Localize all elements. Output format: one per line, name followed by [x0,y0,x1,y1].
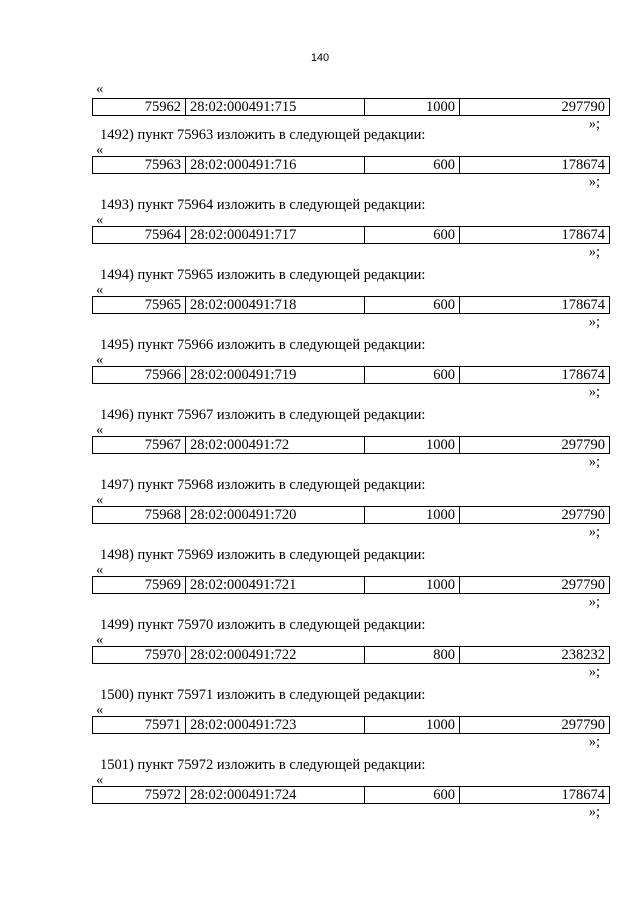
close-quote: »; [588,384,600,400]
entry-block [92,127,610,197]
close-quote: »; [588,116,600,132]
table-row [93,227,610,244]
cell-number: 75963 [93,157,186,174]
entry-header: 1494) пункт 75965 изложить в следующей редакции: [100,267,426,283]
cell-number: 75966 [93,367,186,384]
cell-number: 75965 [93,297,186,314]
cell-area: 1000 [365,507,460,524]
cell-value: 178674 [460,157,610,174]
cell-cadastral: 28:02:000491:720 [186,507,365,524]
table-row [93,297,610,314]
cell-area: 800 [365,647,460,664]
cell-number: 75969 [93,577,186,594]
table-row [93,787,610,804]
cell-area: 600 [365,367,460,384]
cell-value: 238232 [460,647,610,664]
entry-list [92,127,610,827]
entry-table [92,226,610,244]
cell-cadastral: 28:02:000491:717 [186,227,365,244]
cell-number: 75968 [93,507,186,524]
close-quote: »; [588,454,600,470]
open-quote: « [96,282,104,298]
entry-header: 1497) пункт 75968 изложить в следующей редакции: [100,477,426,493]
entry-table [92,436,610,454]
cell-value: 297790 [460,717,610,734]
open-quote: « [96,212,104,228]
cell-number: 75971 [93,717,186,734]
entry-table [92,506,610,524]
close-quote: »; [588,524,600,540]
cell-cadastral: 28:02:000491:715 [186,99,365,116]
cell-area: 1000 [365,577,460,594]
cell-number: 75970 [93,647,186,664]
cell-cadastral: 28:02:000491:72 [186,437,365,454]
cell-value: 297790 [460,437,610,454]
cell-value: 297790 [460,507,610,524]
entry-block-initial [92,81,610,132]
entry-block [92,617,610,687]
cell-number: 75962 [93,99,186,116]
cell-area: 1000 [365,437,460,454]
close-quote: »; [588,174,600,190]
cell-area: 600 [365,297,460,314]
cell-area: 1000 [365,717,460,734]
entry-block [92,337,610,407]
entry-block [92,687,610,757]
cell-area: 600 [365,227,460,244]
close-quote: »; [588,314,600,330]
entry-block [92,757,610,827]
entry-table [92,786,610,804]
cell-value: 297790 [460,577,610,594]
cell-number: 75972 [93,787,186,804]
open-quote: « [96,772,104,788]
open-quote: « [96,562,104,578]
document-body [92,83,610,827]
cell-number: 75967 [93,437,186,454]
cell-cadastral: 28:02:000491:718 [186,297,365,314]
cell-cadastral: 28:02:000491:721 [186,577,365,594]
close-quote: »; [588,244,600,260]
entry-table [92,296,610,314]
cell-area: 1000 [365,99,460,116]
entry-table [92,366,610,384]
close-quote: »; [588,664,600,680]
entry-header: 1500) пункт 75971 изложить в следующей редакции: [100,687,426,703]
entry-table [92,576,610,594]
close-quote: »; [588,734,600,750]
cell-value: 178674 [460,367,610,384]
entry-table [92,716,610,734]
open-quote: « [96,422,104,438]
cell-area: 600 [365,787,460,804]
entry-header: 1495) пункт 75966 изложить в следующей редакции: [100,337,426,353]
open-quote: « [96,702,104,718]
entry-header: 1499) пункт 75970 изложить в следующей редакции: [100,617,426,633]
cell-cadastral: 28:02:000491:719 [186,367,365,384]
entry-table [92,156,610,174]
entry-header: 1498) пункт 75969 изложить в следующей редакции: [100,547,426,563]
table-row [93,99,610,116]
entry-header: 1496) пункт 75967 изложить в следующей редакции: [100,407,426,423]
close-quote: »; [588,804,600,820]
entry-table [92,646,610,664]
table-row [93,367,610,384]
cell-value: 178674 [460,297,610,314]
table-row [93,507,610,524]
table-row [93,157,610,174]
close-quote: »; [588,594,600,610]
open-quote: « [96,492,104,508]
cell-value: 297790 [460,99,610,116]
entry-header: 1501) пункт 75972 изложить в следующей редакции: [100,757,426,773]
entry-block [92,407,610,477]
table-row [93,577,610,594]
entry-header: 1493) пункт 75964 изложить в следующей редакции: [100,197,426,213]
cell-cadastral: 28:02:000491:724 [186,787,365,804]
page-number: 140 [310,52,330,64]
entry-block [92,197,610,267]
cell-value: 178674 [460,787,610,804]
open-quote: « [96,142,104,158]
entry-header: 1492) пункт 75963 изложить в следующей редакции: [100,127,426,143]
entry-block [92,547,610,617]
cell-value: 178674 [460,227,610,244]
entry-block [92,477,610,547]
cell-cadastral: 28:02:000491:723 [186,717,365,734]
open-quote: « [96,352,104,368]
open-quote: « [96,632,104,648]
entry-table [92,98,610,116]
open-quote: « [96,81,104,97]
cell-area: 600 [365,157,460,174]
cell-cadastral: 28:02:000491:716 [186,157,365,174]
table-row [93,437,610,454]
cell-number: 75964 [93,227,186,244]
cell-cadastral: 28:02:000491:722 [186,647,365,664]
table-row [93,647,610,664]
entry-block [92,267,610,337]
table-row [93,717,610,734]
